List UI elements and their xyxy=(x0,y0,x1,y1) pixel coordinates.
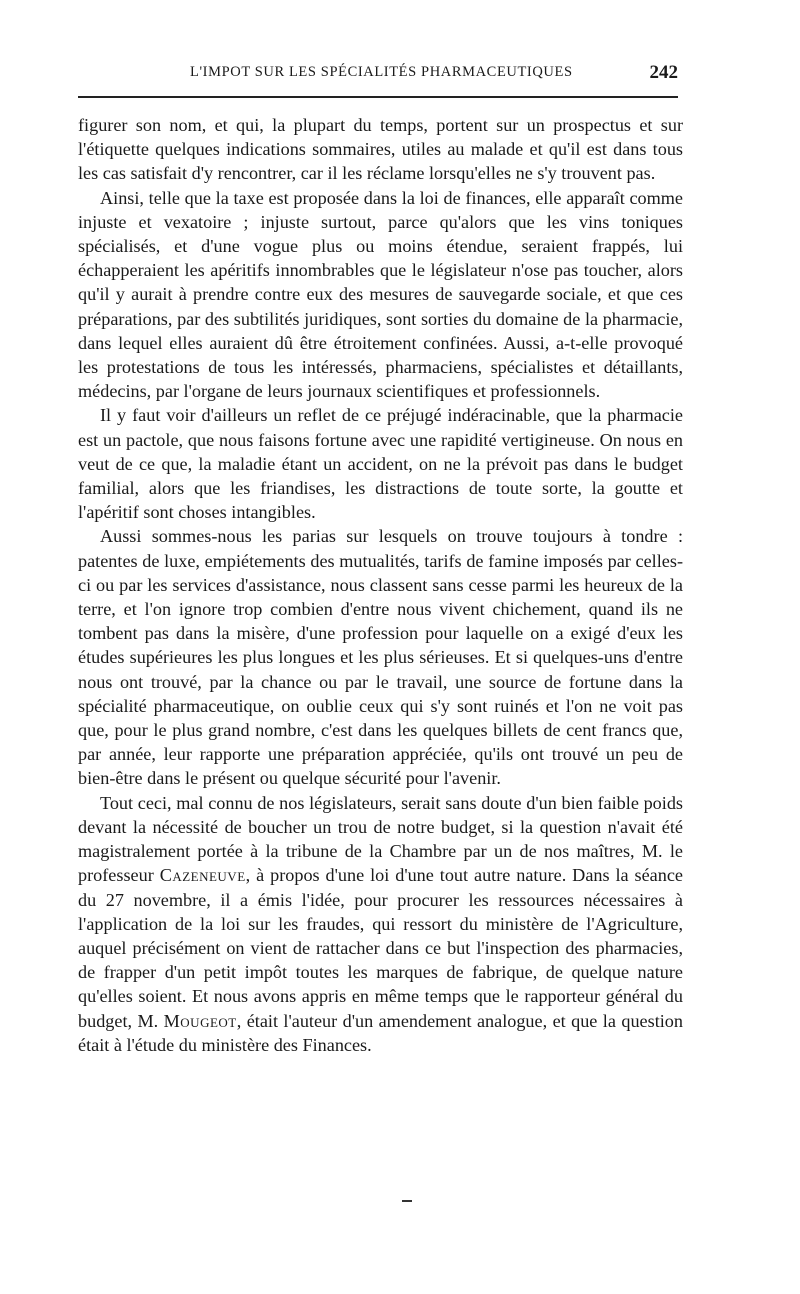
paragraph-4: Aussi sommes-nous les parias sur lesquels on trouve toujours à tondre : patentes de luxe, empiétements des mutualités, tarifs de famine imposés par celles-ci ou par les services d'assistance, nous classent sans cesse parmi les heureux de la terre, et l'on ignore trop combien d'entre nous vivent chichement, quand ils ne tombent pas dans la misère, d'une profession pour laquelle on a exigé d'eux les études supérieures les plus longues et les plus sérieuses. Et si quelques-uns d'entre nous ont trouvé, par la chance ou par le travail, une source de fortune dans la spécialité pharmaceutique, on oublie ceux qui s'y sont ruinés et l'on ne voit pas que, pour le plus grand nombre, c'est dans les quelques billets de cent francs que, par année, leur rapporte une préparation appréciée, qu'ils ont trouvé un peu de bien-être dans le présent ou quelque sécurité pour l'avenir. xyxy=(78,526,683,789)
paragraph-5-text-c: , était l'auteur d'un amendement analogue, et que la question était à l'étude du ministère des Finances. xyxy=(78,1010,683,1055)
footer-mark xyxy=(402,1200,412,1202)
paragraph-5-text-a: Tout ceci, mal connu de nos législateurs, serait sans doute d'un bien faible poids devant la nécessité de boucher un trou de notre budget, si la question n'avait été magistralement portée à la tribune de la Chambre par un de nos maîtres, M. le professeur xyxy=(78,792,683,886)
running-header xyxy=(190,62,680,86)
paragraph-2: Ainsi, telle que la taxe est proposée dans la loi de finances, elle apparaît comme injuste et vexatoire ; injuste surtout, parce qu'alors que les vins toniques spécialisés, et d'une vogue plus ou moins étendue, seraient frappés, lui échapperaient les apéritifs innombrables que le législateur n'ose pas toucher, alors qu'il y aurait à prendre contre eux des mesures de sauvegarde sociale, et que ces préparations, par des subtilités juridiques, sont sorties du domaine de la pharmacie, dans lequel elles auraient dû être étroitement confinées. Aussi, a-t-elle provoqué les protestations de tous les intéressés, pharmaciens, spécialistes et détaillants, médecins, par l'organe de leurs journaux scientifiques et professionnels. xyxy=(78,187,683,402)
header-rule xyxy=(78,96,678,98)
paragraph-5-text-b: , à propos d'une loi d'une tout autre nature. Dans la séance du 27 novembre, il a émis l'idée, pour procurer les ressources nécessaires à l'application de la loi sur les fraudes, qui ressort du ministère de l'Agriculture, auquel précisément on vient de rattacher dans ce but l'inspection des pharmacies, de frapper d'un petit impôt toutes les marques de fabrique, de quelque nature qu'elles soient. Et nous avons appris en même temps que le rapporteur général du budget, M. xyxy=(78,865,683,1031)
running-title: L'IMPOT SUR LES SPÉCIALITÉS PHARMACEUTIQUES xyxy=(190,64,573,80)
page-number: 242 xyxy=(649,62,678,83)
paragraph-3: Il y faut voir d'ailleurs un reflet de ce préjugé indéracinable, que la pharmacie est un pactole, que nous faisons fortune avec une rapidité vertigineuse. On nous en veut de ce que, la maladie étant un accident, on ne la prévoit pas dans le budget familial, alors que les friandises, les distractions de toute sorte, la goutte et l'apéritif sont choses intangibles. xyxy=(78,405,683,523)
paragraph-5 xyxy=(78,791,683,1057)
paragraph-1: figurer son nom, et qui, la plupart du temps, portent sur un prospectus et sur l'étiquette quelques indications sommaires, utiles au malade et qu'il est dans tous les cas satisfait d'y rencontrer, car il les réclame lorsqu'elles ne s'y trouvent pas. xyxy=(78,115,683,184)
body-text xyxy=(78,113,683,1057)
person-name-mougeot: Mougeot xyxy=(163,1010,237,1031)
person-name-cazeneuve: Cazeneuve xyxy=(159,865,246,886)
